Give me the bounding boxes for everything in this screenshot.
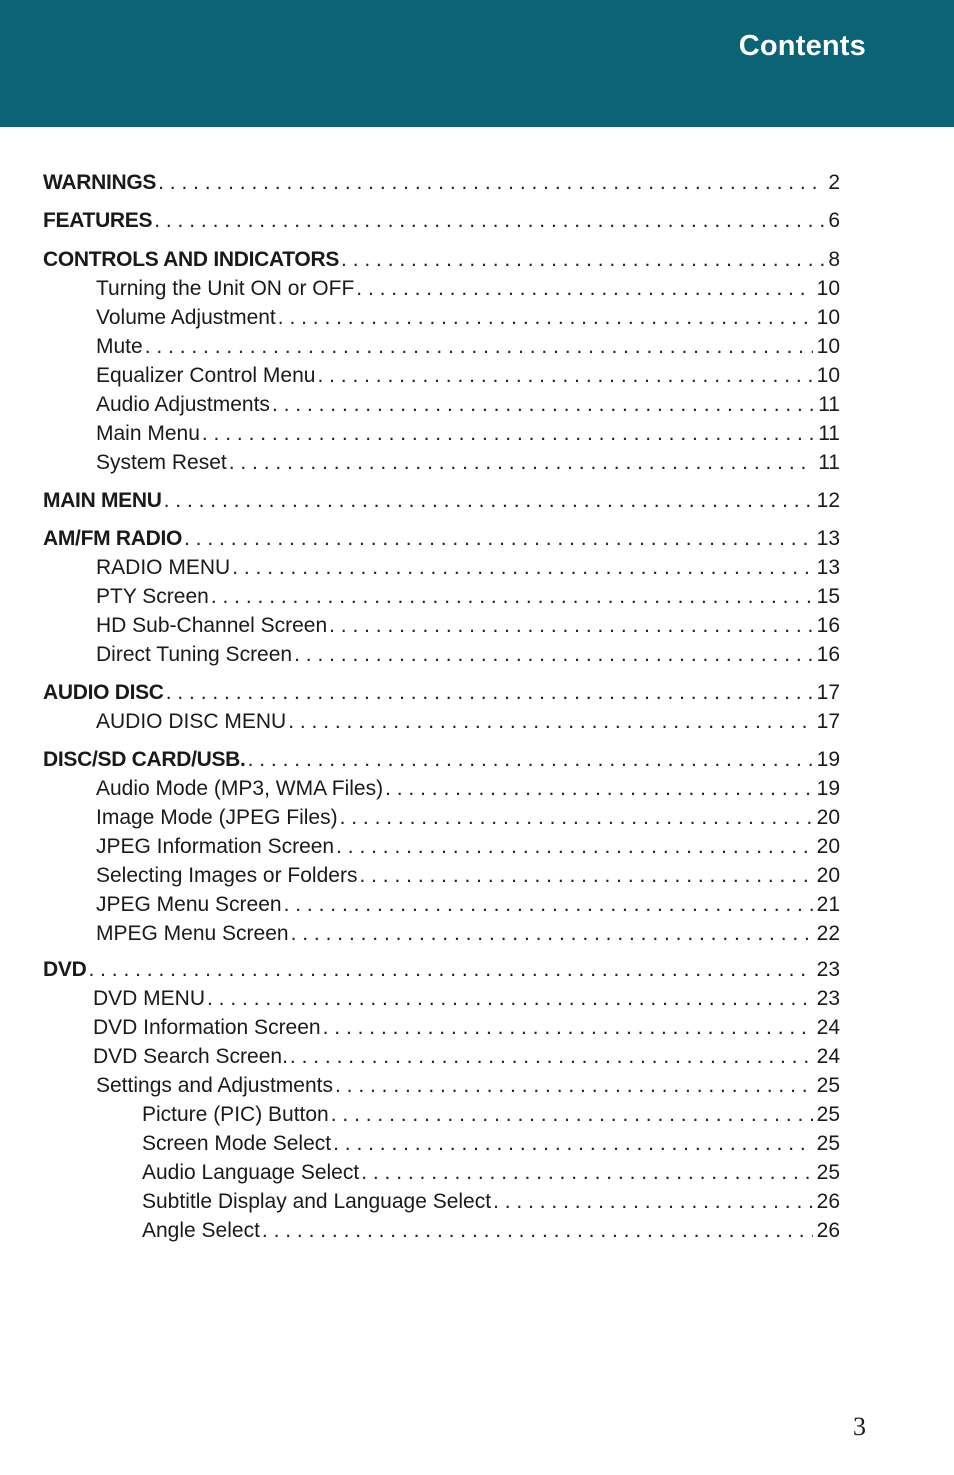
toc-entry-label: MPEG Menu Screen <box>96 922 289 945</box>
dot-leader <box>356 275 812 303</box>
toc-entry-page: 17 <box>816 681 840 704</box>
toc-entry-label: Direct Tuning Screen <box>96 643 293 666</box>
toc-entry-page: 12 <box>816 489 840 512</box>
toc-entry-label: Equalizer Control Menu <box>96 364 316 387</box>
toc-entry[interactable] <box>96 862 840 890</box>
toc-entry[interactable] <box>142 1101 840 1129</box>
dot-leader <box>341 246 824 274</box>
toc-entry-label: Screen Mode Select <box>142 1132 332 1155</box>
dot-leader <box>202 420 814 448</box>
toc-entry-page: 11 <box>818 393 840 416</box>
toc-entry[interactable] <box>96 362 840 390</box>
toc-entry[interactable] <box>93 1014 840 1042</box>
toc-entry-page: 15 <box>816 585 840 608</box>
dot-leader <box>291 920 813 948</box>
dot-leader <box>335 1072 813 1100</box>
toc-entry[interactable] <box>96 449 840 477</box>
dot-leader <box>145 333 813 361</box>
dot-leader <box>361 1159 812 1187</box>
dot-leader <box>166 679 813 707</box>
toc-entry-label: DVD Search Screen. <box>93 1045 288 1068</box>
toc-entry-page: 19 <box>816 748 840 771</box>
toc-entry[interactable] <box>43 169 840 197</box>
toc-entry-page: 16 <box>816 614 840 637</box>
toc-entry-label: HD Sub-Channel Screen <box>96 614 328 637</box>
toc-entry-label: Subtitle Display and Language Select <box>142 1190 492 1213</box>
toc-entry[interactable] <box>93 1043 840 1071</box>
toc-entry-page: 20 <box>816 864 840 887</box>
toc-entry[interactable] <box>43 487 840 515</box>
toc-entry-page: 17 <box>816 710 840 733</box>
toc-entry[interactable] <box>96 612 840 640</box>
dot-leader <box>248 746 813 774</box>
toc-entry-label: RADIO MENU <box>96 556 231 579</box>
toc-entry-label: System Reset <box>96 451 227 474</box>
toc-entry-page: 10 <box>816 277 840 300</box>
toc-entry[interactable] <box>96 333 840 361</box>
dot-leader <box>290 1043 813 1071</box>
dot-leader <box>88 956 812 984</box>
toc-entry-page: 19 <box>816 777 840 800</box>
toc-entry-label: DISC/SD CARD/USB. <box>43 748 246 771</box>
page-number: 3 <box>853 1412 866 1441</box>
toc-entry-label: CONTROLS AND INDICATORS <box>43 248 340 271</box>
dot-leader <box>184 525 813 553</box>
toc-entry[interactable] <box>96 920 840 948</box>
toc-entry-page: 10 <box>816 335 840 358</box>
toc-entry-page: 8 <box>828 248 840 271</box>
toc-entry-page: 10 <box>816 306 840 329</box>
dot-leader <box>164 487 813 515</box>
toc-entry[interactable] <box>142 1159 840 1187</box>
dot-leader <box>385 775 813 803</box>
toc-entry[interactable] <box>43 207 840 235</box>
toc-entry-page: 10 <box>816 364 840 387</box>
toc-entry-label: Settings and Adjustments <box>96 1074 333 1097</box>
toc-entry[interactable] <box>96 833 840 861</box>
toc-entry[interactable] <box>43 956 840 984</box>
toc-entry[interactable] <box>93 985 840 1013</box>
toc-entry-page: 21 <box>816 893 840 916</box>
toc-entry[interactable] <box>43 525 840 553</box>
toc-entry[interactable] <box>96 641 840 669</box>
dot-leader <box>317 362 812 390</box>
toc-entry[interactable] <box>96 583 840 611</box>
toc-entry-page: 25 <box>816 1074 840 1097</box>
toc-entry-label: MAIN MENU <box>43 489 162 512</box>
toc-entry-page: 24 <box>816 1045 840 1068</box>
toc-entry-page: 6 <box>828 209 840 232</box>
toc-entry[interactable] <box>96 775 840 803</box>
toc-entry-label: Audio Adjustments <box>96 393 270 416</box>
toc-entry[interactable] <box>96 708 840 736</box>
dot-leader <box>232 554 812 582</box>
toc-entry-label: Volume Adjustment <box>96 306 276 329</box>
toc-entry-label: Mute <box>96 335 143 358</box>
toc-entry-page: 2 <box>828 171 840 194</box>
dot-leader <box>284 891 813 919</box>
toc-entry[interactable] <box>96 304 840 332</box>
dot-leader <box>154 207 824 235</box>
toc-entry-page: 25 <box>816 1161 840 1184</box>
dot-leader <box>294 641 813 669</box>
dot-leader <box>158 169 824 197</box>
toc-entry-page: 23 <box>816 987 840 1010</box>
dot-leader <box>211 583 813 611</box>
dot-leader <box>323 1014 813 1042</box>
toc-entry[interactable] <box>96 275 840 303</box>
toc-entry[interactable] <box>96 554 840 582</box>
toc-entry[interactable] <box>96 804 840 832</box>
toc-entry-label: AUDIO DISC MENU <box>96 710 287 733</box>
dot-leader <box>331 1101 813 1129</box>
toc-entry[interactable] <box>96 891 840 919</box>
dot-leader <box>333 1130 813 1158</box>
toc-entry-label: Picture (PIC) Button <box>142 1103 329 1126</box>
toc-entry-page: 25 <box>816 1132 840 1155</box>
toc-entry-label: JPEG Menu Screen <box>96 893 282 916</box>
dot-leader <box>493 1188 813 1216</box>
toc-entry-page: 26 <box>816 1190 840 1213</box>
toc-entry[interactable] <box>142 1188 840 1216</box>
toc-entry-label: WARNINGS <box>43 171 157 194</box>
toc-entry[interactable] <box>96 391 840 419</box>
toc-entry[interactable] <box>43 746 840 774</box>
toc-entry-page: 22 <box>816 922 840 945</box>
toc-entry-label: Audio Mode (MP3, WMA Files) <box>96 777 384 800</box>
toc-entry-page: 13 <box>816 527 840 550</box>
toc-entry-label: JPEG Information Screen <box>96 835 335 858</box>
dot-leader <box>359 862 812 890</box>
toc-entry-label: Main Menu <box>96 422 200 445</box>
dot-leader <box>207 985 813 1013</box>
toc-entry-page: 13 <box>816 556 840 579</box>
dot-leader <box>262 1217 813 1245</box>
toc-entry-page: 20 <box>816 835 840 858</box>
toc-entry-label: AM/FM RADIO <box>43 527 183 550</box>
toc-entry[interactable] <box>43 246 840 274</box>
toc-entry-label: Angle Select <box>142 1219 260 1242</box>
dot-leader <box>278 304 813 332</box>
dot-leader <box>336 833 813 861</box>
dot-leader <box>329 612 813 640</box>
dot-leader <box>340 804 813 832</box>
toc-entry-page: 24 <box>816 1016 840 1039</box>
toc-entry-label: Audio Language Select <box>142 1161 360 1184</box>
toc-entry-label: AUDIO DISC <box>43 681 164 704</box>
toc-entry-page: 16 <box>816 643 840 666</box>
toc-entry-page: 26 <box>816 1219 840 1242</box>
toc-entry-label: PTY Screen <box>96 585 209 608</box>
toc-entry-page: 20 <box>816 806 840 829</box>
dot-leader <box>229 449 814 477</box>
toc-entry[interactable] <box>96 1072 840 1100</box>
toc-entry-page: 11 <box>818 422 840 445</box>
dot-leader <box>272 391 814 419</box>
page-title: Contents <box>738 30 866 62</box>
toc-entry-page: 25 <box>816 1103 840 1126</box>
toc-entry-label: Selecting Images or Folders <box>96 864 358 887</box>
toc-entry[interactable] <box>96 420 840 448</box>
toc-entry-label: DVD <box>43 958 87 981</box>
dot-leader <box>288 708 812 736</box>
toc-entry[interactable] <box>43 679 840 707</box>
toc-entry[interactable] <box>142 1130 840 1158</box>
toc-entry[interactable] <box>142 1217 840 1245</box>
toc-entry-label: FEATURES <box>43 209 153 232</box>
toc-entry-label: DVD Information Screen <box>93 1016 321 1039</box>
toc-entry-label: Image Mode (JPEG Files) <box>96 806 338 829</box>
toc-entry-page: 11 <box>818 451 840 474</box>
toc-entry-label: DVD MENU <box>93 987 206 1010</box>
toc-entry-page: 23 <box>816 958 840 981</box>
toc-entry-label: Turning the Unit ON or OFF <box>96 277 355 300</box>
